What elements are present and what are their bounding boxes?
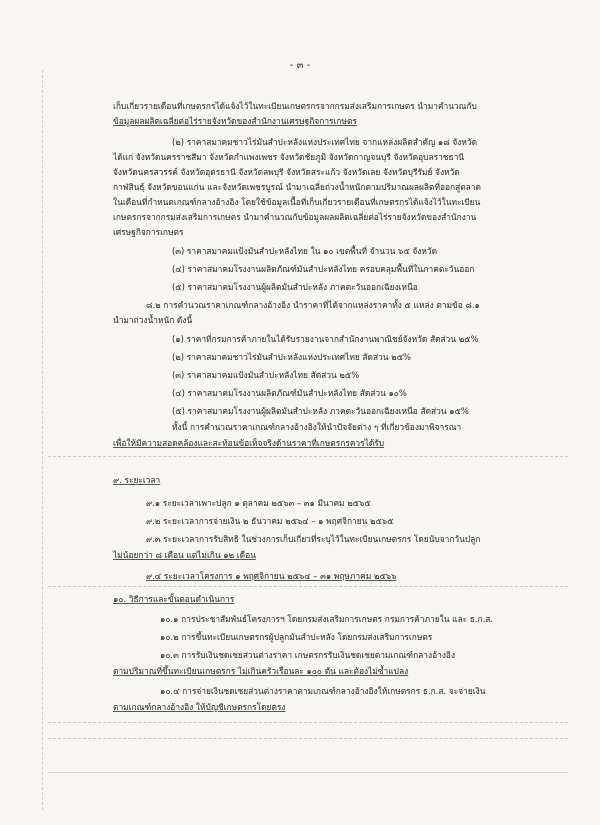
section-heading: ๑๐. วิธีการและขั้นตอนดำเนินการ — [113, 594, 235, 604]
paragraph-line: ตามปริมาณที่ขึ้นทะเบียนเกษตรกร ไม่เกินครัวเรือนละ ๑๐๐ ตัน และต้องไม่ซ้ำแปลง — [113, 666, 409, 676]
scan-margin-line — [42, 70, 43, 810]
paragraph-line: กาฬสินธุ์ จังหวัดขอนแก่น และจังหวัดเพชรบูรณ์ นำมาเฉลี่ยถ่วงน้ำหนักตามปริมาณผลผลิตที่ออกสู่ตลาด — [113, 182, 481, 192]
list-item: ๑๐.๔ การจ่ายเงินชดเชยส่วนต่างราคาตามเกณฑ์กลางอ้างอิงให้เกษตรกร ธ.ก.ส. จะจ่ายเงิน — [160, 686, 486, 696]
list-item: (๕) ราคาสมาคมโรงงานผู้ผลิตมันสำปะหลัง ภาคตะวันออกเฉียงเหนือ สัดส่วน ๑๕% — [172, 406, 469, 416]
paragraph-line: จังหวัดนครสวรรค์ จังหวัดอุดรธานี จังหวัดลพบุรี จังหวัดสระแก้ว จังหวัดเลย จังหวัดบุรีรัมย์ จังหวัด — [113, 167, 460, 177]
paragraph-line: เพื่อให้มีความสอดคล้องและสะท้อนข้อเท็จจริงด้านราคาที่เกษตรกรควรได้รับ — [113, 438, 385, 448]
list-item: (๒) ราคาสมาคมชาวไร่มันสำปะหลังแห่งประเทศไทย จากแหล่งผลิตสำคัญ ๑๘ จังหวัด — [172, 137, 478, 147]
scan-rule — [48, 738, 568, 739]
scan-rule — [48, 586, 568, 587]
list-item: (๓) ราคาสมาคมแป้งมันสำปะหลังไทย สัดส่วน ๒๕% — [172, 370, 360, 380]
paragraph-line: ทั้งนี้ การคำนวณราคาเกณฑ์กลางอ้างอิงให้นำปัจจัยต่าง ๆ ที่เกี่ยวข้องมาพิจารณา — [172, 422, 462, 432]
paragraph-line: ข้อมูลผลผลิตเฉลี่ยต่อไร่รายจังหวัดของสำนักงานเศรษฐกิจการเกษตร — [113, 116, 357, 126]
paragraph-line: ตามเกณฑ์กลางอ้างอิง ให้บัญชีเกษตรกรโดยตรง — [113, 702, 286, 712]
paragraph-line: นำมาถ่วงน้ำหนัก ดังนี้ — [113, 315, 193, 325]
list-item: (๔) ราคาสมาคมโรงงานผลิตภัณฑ์มันสำปะหลังไทย ครอบคลุมพื้นที่ในภาคตะวันออก — [172, 264, 475, 274]
list-item: ๑๐.๑ การประชาสัมพันธ์โครงการฯ โดยกรมส่งเสริมการเกษตร กรมการค้าภายใน และ ธ.ก.ส. — [160, 614, 494, 624]
section-heading: ๙. ระยะเวลา — [113, 475, 161, 485]
list-item: ๙.๒ ระยะเวลาการจ่ายเงิน ๒ ธันวาคม ๒๕๖๔ – ๑ พฤศจิกายน ๒๕๖๕ — [146, 516, 394, 526]
list-item: (๓) ราคาสมาคมแป้งมันสำปะหลังไทย ใน ๑๐ เขตพื้นที่ จำนวน ๖๕ จังหวัด — [172, 246, 438, 256]
list-item: ๙.๑ ระยะเวลาเพาะปลูก ๑ ตุลาคม ๒๕๖๓ – ๓๑ มีนาคม ๒๕๖๕ — [146, 498, 371, 508]
list-item: (๕) ราคาสมาคมโรงงานผู้ผลิตมันสำปะหลัง ภาคตะวันออกเฉียงเหนือ — [172, 282, 418, 292]
paragraph-line: ในเดือนที่กำหนดเกณฑ์กลางอ้างอิง โดยใช้ข้อมูลเนื้อที่เก็บเกี่ยวรายเดือนที่เกษตรกรได้แจ้งไว้ในทะเบียน — [113, 197, 481, 207]
paragraph-line: ได้แก่ จังหวัดนครราชสีมา จังหวัดกำแพงเพชร จังหวัดชัยภูมิ จังหวัดกาญจนบุรี จังหวัดอุบลราชธานี — [113, 152, 465, 162]
scan-rule — [48, 772, 568, 773]
scan-rule — [48, 456, 568, 457]
list-item: ๑๐.๒ การขึ้นทะเบียนเกษตรกรผู้ปลูกมันสำปะหลัง โดยกรมส่งเสริมการเกษตร — [160, 632, 433, 642]
list-item: ๙.๓ ระยะเวลาการรับสิทธิ ในช่วงการเก็บเกี่ยวที่ระบุไว้ในทะเบียนเกษตรกร โดยนับจากวันปลูก — [146, 534, 481, 544]
list-item: ๙.๔ ระยะเวลาโครงการ ๑ พฤศจิกายน ๒๕๖๔ – ๓๑ พฤษภาคม ๒๕๖๖ — [146, 571, 397, 581]
paragraph-line: เกษตรกรจากกรมส่งเสริมการเกษตร นำมาคำนวณกับข้อมูลผลผลิตเฉลี่ยต่อไร่รายจังหวัดของสำนักงาน — [113, 212, 477, 222]
scan-rule — [48, 722, 568, 723]
paragraph-line: เก็บเกี่ยวรายเดือนที่เกษตรกรได้แจ้งไว้ในทะเบียนเกษตรกรจากกรมส่งเสริมการเกษตร นำมาคำนวณกับ — [113, 101, 477, 111]
page-number: - ๓ - — [289, 60, 311, 71]
paragraph-line: ไม่น้อยกว่า ๘ เดือน แต่ไม่เกิน ๑๒ เดือน — [113, 550, 256, 560]
list-item: (๔) ราคาสมาคมโรงงานผลิตภัณฑ์มันสำปะหลังไทย สัดส่วน ๑๐% — [172, 388, 407, 398]
list-item: ๑๐.๓ การรับเงินชดเชยส่วนต่างราคา เกษตรกรรับเงินชดเชยตามเกณฑ์กลางอ้างอิง — [160, 650, 456, 660]
paragraph-line: เศรษฐกิจการเกษตร — [113, 227, 184, 237]
list-item: (๒) ราคาสมาคมชาวไร่มันสำปะหลังแห่งประเทศไทย สัดส่วน ๒๕% — [172, 352, 411, 362]
list-item: (๑) ราคาที่กรมการค้าภายในได้รับรายงานจากสำนักงานพาณิชย์จังหวัด สัดส่วน ๒๕% — [172, 334, 479, 344]
section-paragraph: ๘.๒ การคำนวณราคาเกณฑ์กลางอ้างอิง นำราคาที่ได้จากแหล่งราคาทั้ง ๕ แหล่ง ตามข้อ ๘.๑ — [146, 300, 480, 310]
